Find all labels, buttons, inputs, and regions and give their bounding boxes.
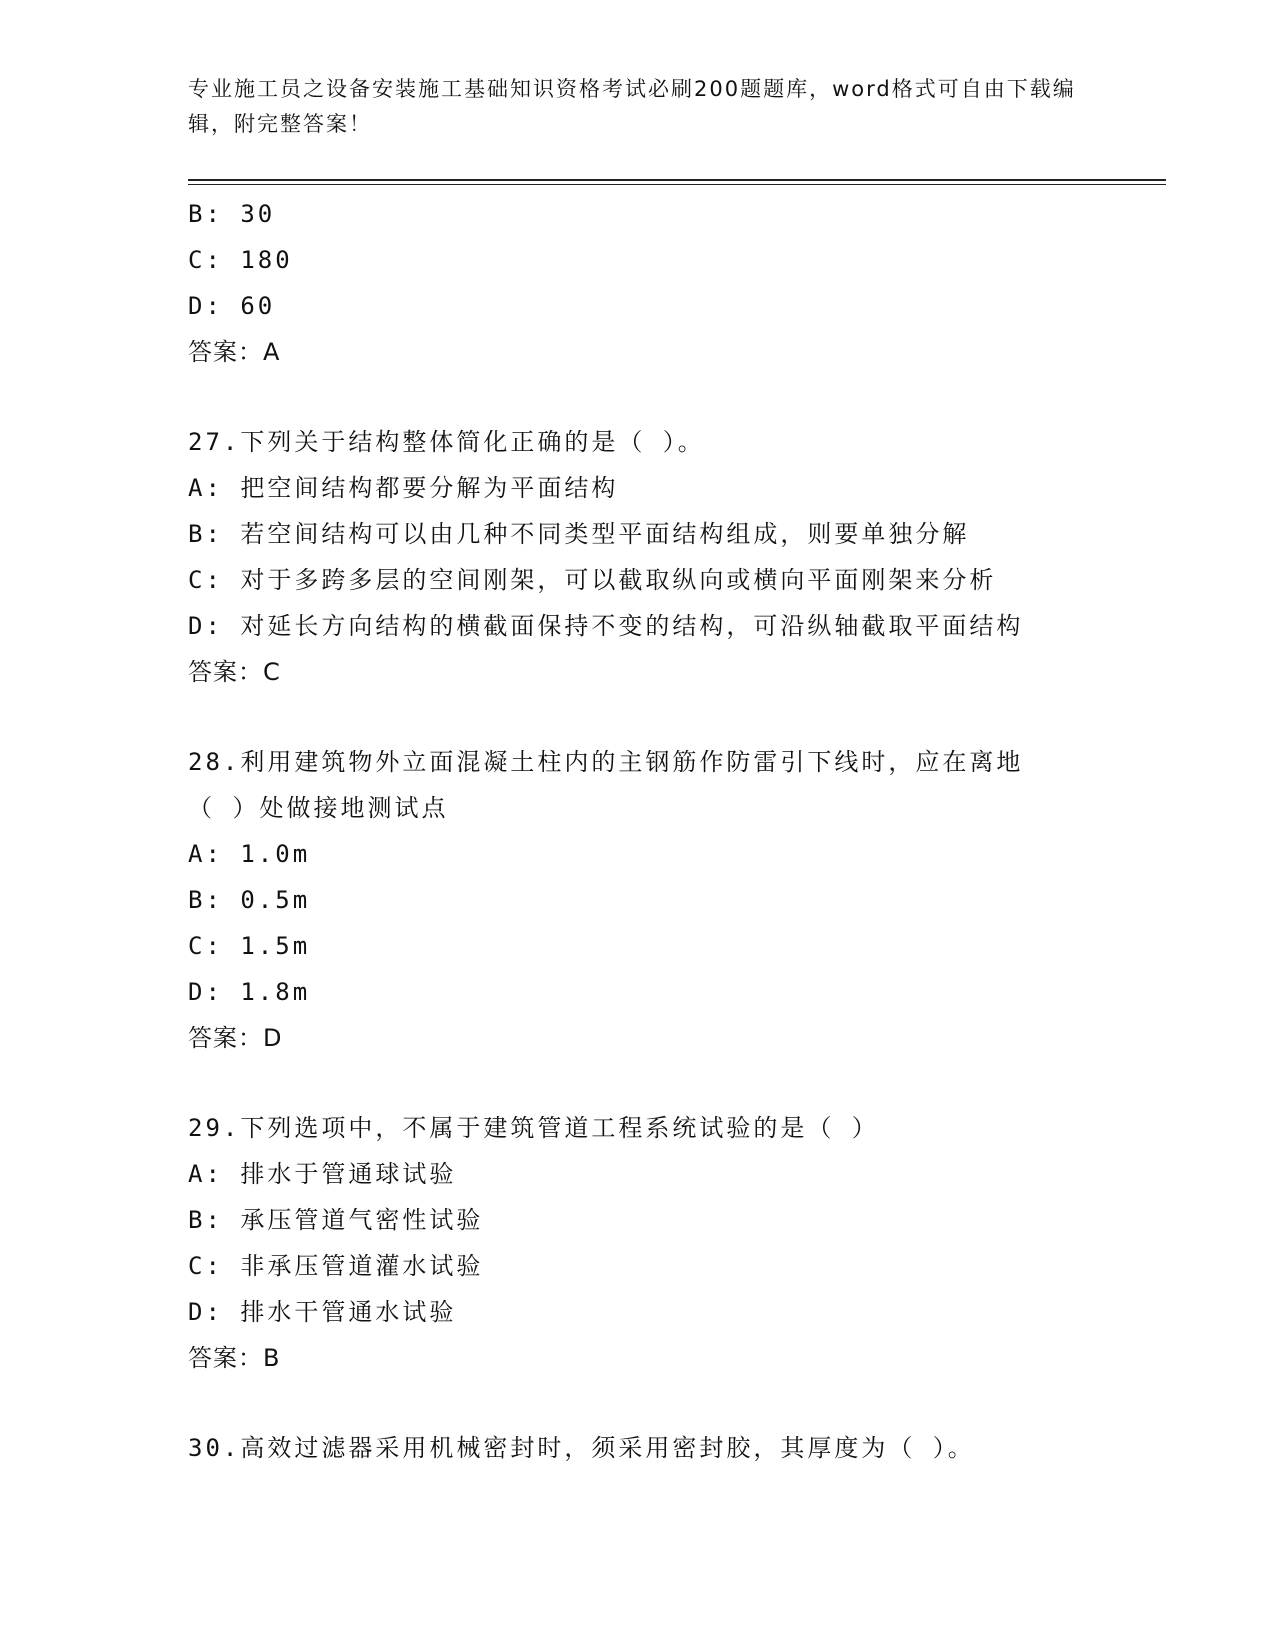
option-b: B: 30 (188, 200, 276, 228)
answer-line: 答案：D (188, 1024, 283, 1052)
question-content (188, 191, 1128, 1471)
option-c: C: 对于多跨多层的空间刚架，可以截取纵向或横向平面刚架来分析 (188, 566, 997, 594)
header-rule-thick (188, 179, 1166, 181)
option-d: D: 1.8m (188, 978, 311, 1006)
partial-question (188, 191, 1128, 375)
option-b: B: 0.5m (188, 886, 311, 914)
answer-line: 答案：A (188, 338, 281, 366)
question-27 (188, 419, 1128, 695)
question-stem-continued: （ ）处做接地测试点 (188, 794, 449, 822)
header-rule-thin (188, 184, 1166, 185)
option-d: D: 排水干管通水试验 (188, 1298, 457, 1326)
option-d: D: 60 (188, 292, 276, 320)
option-c: C: 非承压管道灌水试验 (188, 1252, 484, 1280)
option-a: A: 把空间结构都要分解为平面结构 (188, 474, 619, 502)
option-a: A: 1.0m (188, 840, 311, 868)
answer-line: 答案：B (188, 1344, 281, 1372)
question-stem: 29.下列选项中，不属于建筑管道工程系统试验的是（ ） (188, 1114, 879, 1142)
question-30 (188, 1425, 1128, 1471)
option-b: B: 承压管道气密性试验 (188, 1206, 484, 1234)
option-c: C: 180 (188, 246, 293, 274)
question-28 (188, 739, 1128, 1061)
document-header: 专业施工员之设备安装施工基础知识资格考试必刷200题题库，word格式可自由下载编辑，附完整答案！ (188, 77, 1076, 136)
option-b: B: 若空间结构可以由几种不同类型平面结构组成，则要单独分解 (188, 520, 970, 548)
question-29 (188, 1105, 1128, 1381)
option-a: A: 排水于管通球试验 (188, 1160, 457, 1188)
question-stem: 28.利用建筑物外立面混凝土柱内的主钢筋作防雷引下线时，应在离地 (188, 748, 1024, 776)
question-stem: 27.下列关于结构整体简化正确的是（ ）。 (188, 428, 705, 456)
answer-line: 答案：C (188, 658, 281, 686)
option-d: D: 对延长方向结构的横截面保持不变的结构，可沿纵轴截取平面结构 (188, 612, 1024, 640)
option-c: C: 1.5m (188, 932, 311, 960)
question-stem: 30.高效过滤器采用机械密封时，须采用密封胶，其厚度为（ ）。 (188, 1434, 975, 1462)
